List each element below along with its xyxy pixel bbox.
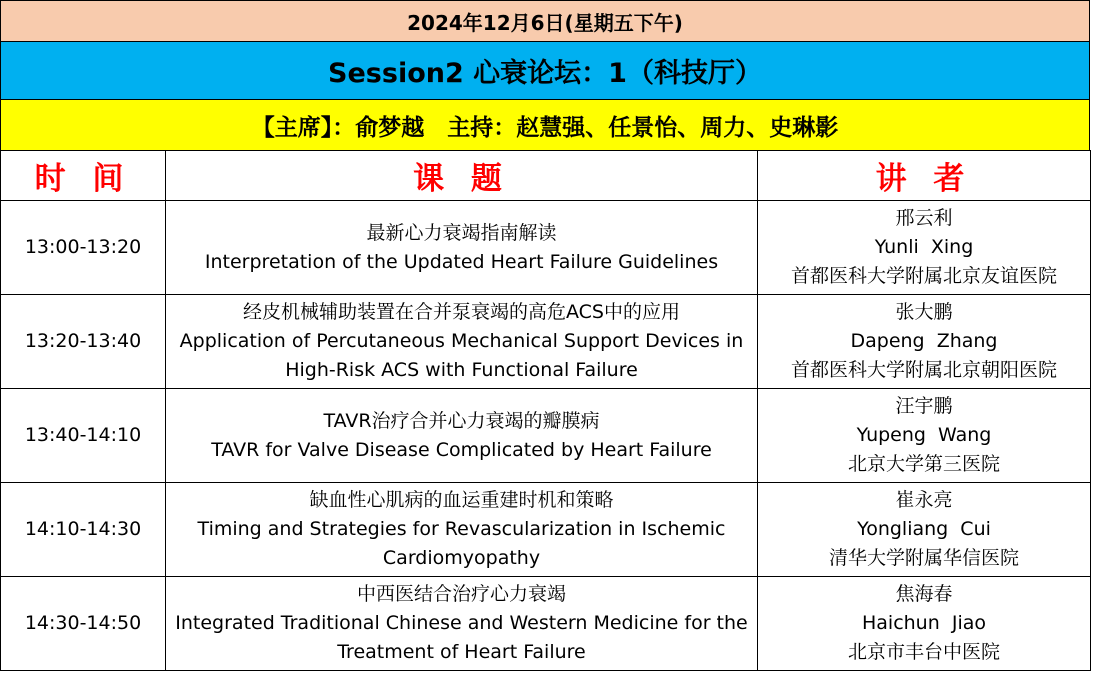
session-topic (166, 201, 758, 295)
topic-english: Application of Percutaneous Mechanical Support Devices in High-Risk ACS with Functional Failure (179, 330, 744, 381)
session-speaker (758, 389, 1091, 483)
column-header-speaker: 讲 者 (758, 151, 1091, 201)
agenda-table (0, 150, 1091, 671)
speaker-chinese-name: 焦海春 (895, 583, 953, 605)
topic-english: Integrated Traditional Chinese and Western Medicine for the Treatment of Heart Failure (175, 612, 748, 663)
speaker-institution: 清华大学附属华信医院 (828, 547, 1019, 569)
speaker-institution: 首都医科大学附属北京朝阳医院 (790, 359, 1057, 381)
table-header-row (1, 151, 1091, 201)
column-header-time: 时 间 (1, 151, 166, 201)
session-speaker (758, 577, 1091, 671)
speaker-english-name: Yunli Xing (874, 236, 974, 258)
table-row (1, 389, 1091, 483)
session-topic (166, 295, 758, 389)
session-speaker (758, 201, 1091, 295)
speaker-english-name: Yupeng Wang (856, 424, 992, 446)
date-header (0, 0, 1090, 41)
session-time: 13:00-13:20 (1, 201, 166, 295)
date-text: 2024年12月6日(星期五下午) (407, 10, 683, 35)
chair-text: 【主席】：俞梦越 主持：赵慧强、任景怡、周力、史琳影 (251, 114, 839, 141)
topic-english: Timing and Strategies for Revascularization in Ischemic Cardiomyopathy (197, 518, 726, 569)
session-header (0, 41, 1090, 99)
topic-chinese: 缺血性心肌病的血运重建时机和策略 (309, 489, 614, 511)
session-time: 14:10-14:30 (1, 483, 166, 577)
topic-chinese: 经皮机械辅助装置在合并泵衰竭的高危ACS中的应用 (243, 301, 680, 323)
topic-english: TAVR for Valve Disease Complicated by Heart Failure (211, 438, 712, 461)
table-row (1, 577, 1091, 671)
topic-chinese: 最新心力衰竭指南解读 (366, 221, 557, 244)
speaker-chinese-name: 邢云利 (895, 207, 953, 229)
session-time: 14:30-14:50 (1, 577, 166, 671)
speaker-english-name: Yongliang Cui (857, 518, 991, 540)
speaker-chinese-name: 汪宇鹏 (895, 395, 953, 417)
session-topic (166, 389, 758, 483)
speaker-chinese-name: 张大鹏 (895, 301, 953, 323)
speaker-english-name: Haichun Jiao (861, 612, 986, 634)
chair-header (0, 99, 1090, 150)
speaker-chinese-name: 崔永亮 (895, 489, 953, 511)
column-header-topic: 课 题 (166, 151, 758, 201)
session-title: Session2 心衰论坛：1（科技厅） (328, 58, 762, 89)
topic-chinese: 中西医结合治疗心力衰竭 (356, 583, 566, 605)
speaker-institution: 北京市丰台中医院 (847, 641, 1000, 663)
topic-chinese: TAVR治疗合并心力衰竭的瓣膜病 (323, 409, 600, 432)
speaker-institution: 首都医科大学附属北京友谊医院 (790, 265, 1057, 287)
speaker-institution: 北京大学第三医院 (847, 453, 1000, 475)
table-row (1, 201, 1091, 295)
session-time: 13:40-14:10 (1, 389, 166, 483)
speaker-english-name: Dapeng Zhang (850, 330, 998, 352)
session-topic (166, 483, 758, 577)
table-row (1, 295, 1091, 389)
session-speaker (758, 295, 1091, 389)
session-topic (166, 577, 758, 671)
topic-english: Interpretation of the Updated Heart Failure Guidelines (204, 250, 719, 273)
table-row (1, 483, 1091, 577)
session-speaker (758, 483, 1091, 577)
session-time: 13:20-13:40 (1, 295, 166, 389)
